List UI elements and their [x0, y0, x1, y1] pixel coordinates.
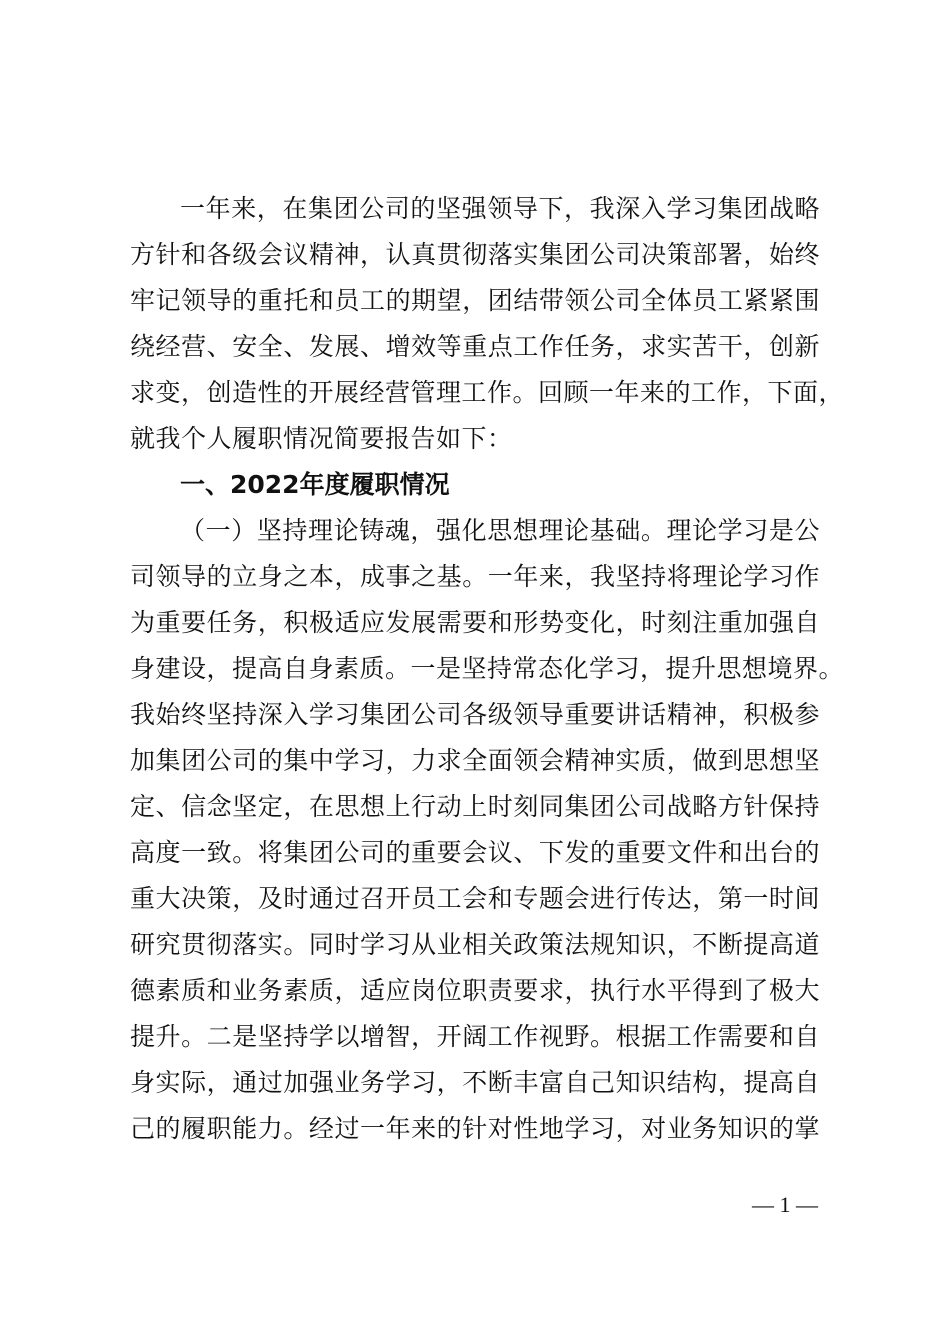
section-line: 重大决策，及时通过召开员工会和专题会进行传达，第一时间	[130, 884, 820, 913]
intro-line: 方针和各级会议精神，认真贯彻落实集团公司决策部署，始终	[130, 240, 820, 269]
intro-line: 绕经营、安全、发展、增效等重点工作任务，求实苦干，创新	[130, 332, 820, 361]
page-number: — 1 —	[752, 1192, 818, 1217]
section-line: 提升。二是坚持学以增智，开阔工作视野。根据工作需要和自	[130, 1022, 820, 1051]
section-line: 司领导的立身之本，成事之基。一年来，我坚持将理论学习作	[130, 562, 820, 591]
section-line: 身建设，提高自身素质。一是坚持常态化学习，提升思想境界。	[130, 654, 845, 683]
document-body	[130, 186, 845, 1152]
section-line: 德素质和业务素质，适应岗位职责要求，执行水平得到了极大	[130, 976, 820, 1005]
section-line: 定、信念坚定，在思想上行动上时刻同集团公司战略方针保持	[130, 792, 820, 821]
section-line: 研究贯彻落实。同时学习从业相关政策法规知识，不断提高道	[130, 930, 820, 959]
section-line: （一）坚持理论铸魂，强化思想理论基础。理论学习是公	[180, 516, 820, 545]
section-heading: 一、2022年度履职情况	[180, 470, 450, 499]
section-line: 加集团公司的集中学习，力求全面领会精神实质，做到思想坚	[130, 746, 820, 775]
section-line: 为重要任务，积极适应发展需要和形势变化，时刻注重加强自	[130, 608, 820, 637]
section-line: 己的履职能力。经过一年来的针对性地学习，对业务知识的掌	[130, 1114, 820, 1143]
section-line: 高度一致。将集团公司的重要会议、下发的重要文件和出台的	[130, 838, 820, 867]
section-line: 我始终坚持深入学习集团公司各级领导重要讲话精神，积极参	[130, 700, 820, 729]
section-line: 身实际，通过加强业务学习，不断丰富自己知识结构，提高自	[130, 1068, 820, 1097]
intro-line: 牢记领导的重托和员工的期望，团结带领公司全体员工紧紧围	[130, 286, 820, 315]
intro-line: 一年来，在集团公司的坚强领导下，我深入学习集团战略	[180, 194, 820, 223]
intro-line: 就我个人履职情况简要报告如下：	[130, 424, 513, 453]
intro-line: 求变，创造性的开展经营管理工作。回顾一年来的工作，下面，	[130, 378, 845, 407]
